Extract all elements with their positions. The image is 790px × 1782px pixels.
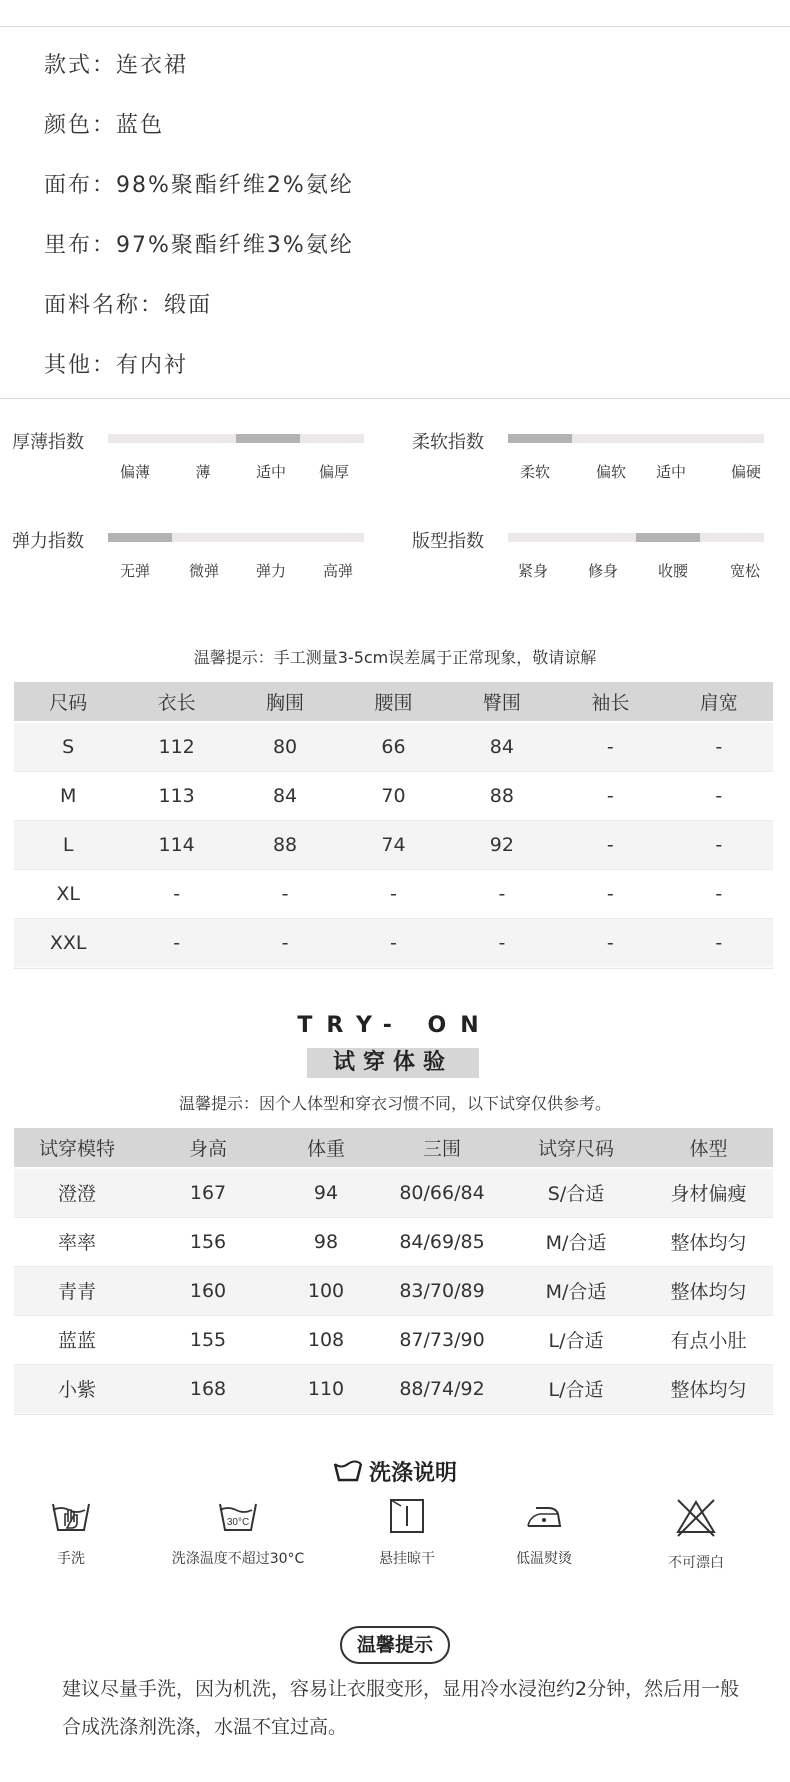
table-header: 尺码: [14, 682, 122, 722]
tryon-tip: 温馨提示：因个人体型和穿衣习惯不同，以下试穿仅供参考。: [178, 1094, 611, 1113]
table-header-row: [14, 682, 773, 722]
table-cell: -: [556, 771, 664, 820]
index-bar: [508, 434, 764, 443]
table-cell: 80: [231, 722, 339, 771]
tryon-table: [14, 1128, 773, 1413]
table-cell: 167: [140, 1168, 276, 1217]
tryon-title-en: TRY- ON: [297, 1013, 493, 1038]
wash-item-30c: [163, 1498, 313, 1568]
table-row: [14, 1217, 773, 1266]
table-cell: 114: [122, 820, 230, 869]
table-cell: -: [448, 918, 556, 967]
table-cell: XL: [14, 869, 122, 918]
svg-text:30°C: 30°C: [226, 1517, 250, 1528]
table-header: 腰围: [339, 682, 447, 722]
index-tick: 微弹: [188, 562, 219, 580]
table-cell: 84/69/85: [376, 1217, 508, 1266]
wash-item-low-iron: [469, 1498, 619, 1568]
table-cell: -: [556, 722, 664, 771]
table-cell: 160: [140, 1266, 276, 1315]
table-cell: L/合适: [508, 1315, 644, 1364]
table-cell: 112: [122, 722, 230, 771]
index-tick: 适中: [655, 463, 686, 481]
table-cell: M: [14, 771, 122, 820]
washtub-icon: [333, 1460, 363, 1484]
table-cell: -: [339, 869, 447, 918]
table-cell: 率率: [14, 1217, 140, 1266]
index-tick: 高弹: [322, 562, 353, 580]
index-tick: 修身: [587, 562, 618, 580]
table-cell: 110: [276, 1364, 376, 1413]
table-cell: 整体均匀: [644, 1364, 773, 1413]
table-cell: -: [665, 771, 773, 820]
table-cell: S: [14, 722, 122, 771]
tryon-title-cn: 试穿体验: [307, 1048, 479, 1078]
table-cell: 身材偏瘦: [644, 1168, 773, 1217]
table-header: 胸围: [231, 682, 339, 722]
notice-title: 温馨提示: [340, 1626, 450, 1664]
table-cell: -: [339, 918, 447, 967]
top-divider: [0, 26, 790, 27]
index-tick: 适中: [255, 463, 286, 481]
info-row-lining: 里布：97%聚酯纤维3%氨纶: [44, 233, 354, 258]
table-cell: -: [665, 820, 773, 869]
index-selected-segment: [236, 434, 300, 443]
index-label: 版型指数: [412, 531, 484, 552]
table-cell: 青青: [14, 1266, 140, 1315]
info-divider: [0, 398, 790, 399]
table-cell: 88/74/92: [376, 1364, 508, 1413]
wash-item-no-bleach: [621, 1498, 771, 1572]
table-header: 试穿模特: [14, 1128, 140, 1168]
table-cell: M/合适: [508, 1266, 644, 1315]
index-tick: 收腰: [657, 562, 688, 580]
index-tick: 偏软: [595, 463, 626, 481]
info-row-other: 其他：有内衬: [44, 353, 189, 378]
table-row: [14, 918, 773, 967]
index-label: 厚薄指数: [12, 432, 84, 453]
wash-label: 手洗: [57, 1551, 85, 1567]
table-row: [14, 1315, 773, 1364]
table-row: [14, 869, 773, 918]
table-cell: L/合适: [508, 1364, 644, 1413]
index-bar: [108, 434, 364, 443]
table-cell: 澄澄: [14, 1168, 140, 1217]
hand-wash-icon: [49, 1498, 93, 1534]
table-cell: 整体均匀: [644, 1266, 773, 1315]
size-tip: 温馨提示：手工测量3-5cm误差属于正常现象，敬请谅解: [193, 648, 597, 667]
index-tick: 紧身: [517, 562, 548, 580]
table-header: 体型: [644, 1128, 773, 1168]
table-row: [14, 771, 773, 820]
table-cell: 94: [276, 1168, 376, 1217]
table-header: 身高: [140, 1128, 276, 1168]
info-row-fabric-name: 面料名称：缎面: [44, 293, 213, 318]
table-cell: 88: [448, 771, 556, 820]
table-cell: -: [231, 869, 339, 918]
table-cell: 83/70/89: [376, 1266, 508, 1315]
wash-label: 洗涤温度不超过30°C: [171, 1551, 305, 1567]
table-cell: 108: [276, 1315, 376, 1364]
index-bar: [508, 533, 764, 542]
table-cell: 156: [140, 1217, 276, 1266]
wash-label: 悬挂晾干: [379, 1551, 435, 1567]
table-cell: 66: [339, 722, 447, 771]
table-header: 体重: [276, 1128, 376, 1168]
table-cell: -: [448, 869, 556, 918]
table-cell: 84: [231, 771, 339, 820]
table-cell: 小紫: [14, 1364, 140, 1413]
table-cell: 74: [339, 820, 447, 869]
wash-label: 不可漂白: [668, 1555, 724, 1571]
table-header: 袖长: [556, 682, 664, 722]
index-tick: 偏薄: [119, 463, 150, 481]
table-cell: 84: [448, 722, 556, 771]
table-cell: 155: [140, 1315, 276, 1364]
table-row: [14, 820, 773, 869]
table-cell: -: [122, 869, 230, 918]
table-header: 衣长: [122, 682, 230, 722]
index-tick: 无弹: [119, 562, 150, 580]
index-label: 柔软指数: [412, 432, 484, 453]
index-selected-segment: [508, 434, 572, 443]
index-tick: 宽松: [729, 562, 760, 580]
table-header-row: [14, 1128, 773, 1168]
table-cell: 87/73/90: [376, 1315, 508, 1364]
info-row-color: 颜色：蓝色: [44, 113, 165, 138]
size-table: [14, 682, 773, 967]
table-cell: 92: [448, 820, 556, 869]
table-row: [14, 1266, 773, 1315]
table-cell: -: [665, 869, 773, 918]
table-header: 试穿尺码: [508, 1128, 644, 1168]
index-bar: [108, 533, 364, 542]
wash-item-hand-wash: [0, 1498, 146, 1568]
wash-30c-icon: [216, 1498, 260, 1534]
table-header: 三围: [376, 1128, 508, 1168]
table-row: [14, 1168, 773, 1217]
index-tick: 薄: [195, 463, 211, 481]
notice-text: 建议尽量手洗，因为机洗，容易让衣服变形，显用冷水浸泡约2分钟，然后用一般合成洗涤剂洗涤，水温不宜过高。: [62, 1678, 740, 1738]
table-cell: -: [231, 918, 339, 967]
wash-label: 低温熨烫: [516, 1551, 572, 1567]
table-cell: 168: [140, 1364, 276, 1413]
table-cell: 整体均匀: [644, 1217, 773, 1266]
index-tick: 偏厚: [318, 463, 349, 481]
hang-dry-icon: [385, 1498, 429, 1534]
index-tick: 偏硬: [730, 463, 761, 481]
table-cell: -: [556, 869, 664, 918]
table-row: [14, 1364, 773, 1413]
table-header: 肩宽: [665, 682, 773, 722]
table-cell: M/合适: [508, 1217, 644, 1266]
table-cell: 113: [122, 771, 230, 820]
table-cell: -: [556, 820, 664, 869]
table-cell: 有点小肚: [644, 1315, 773, 1364]
table-cell: -: [122, 918, 230, 967]
table-cell: 70: [339, 771, 447, 820]
table-header: 臀围: [448, 682, 556, 722]
table-cell: S/合适: [508, 1168, 644, 1217]
table-cell: 蓝蓝: [14, 1315, 140, 1364]
table-cell: 100: [276, 1266, 376, 1315]
table-cell: L: [14, 820, 122, 869]
wash-item-hang-dry: [332, 1498, 482, 1568]
low-iron-icon: [522, 1498, 566, 1534]
table-cell: -: [665, 918, 773, 967]
table-row: [14, 722, 773, 771]
info-row-outer-fabric: 面布：98%聚酯纤维2%氨纶: [44, 173, 354, 198]
table-cell: -: [665, 722, 773, 771]
info-row-style: 款式：连衣裙: [44, 53, 189, 78]
index-selected-segment: [636, 533, 700, 542]
index-tick: 柔软: [519, 463, 550, 481]
index-tick: 弹力: [255, 562, 286, 580]
no-bleach-icon: [674, 1498, 718, 1538]
wash-title: 洗涤说明: [0, 1456, 790, 1487]
table-cell: XXL: [14, 918, 122, 967]
index-label: 弹力指数: [12, 531, 84, 552]
index-selected-segment: [108, 533, 172, 542]
table-cell: -: [556, 918, 664, 967]
table-cell: 88: [231, 820, 339, 869]
table-cell: 98: [276, 1217, 376, 1266]
table-cell: 80/66/84: [376, 1168, 508, 1217]
